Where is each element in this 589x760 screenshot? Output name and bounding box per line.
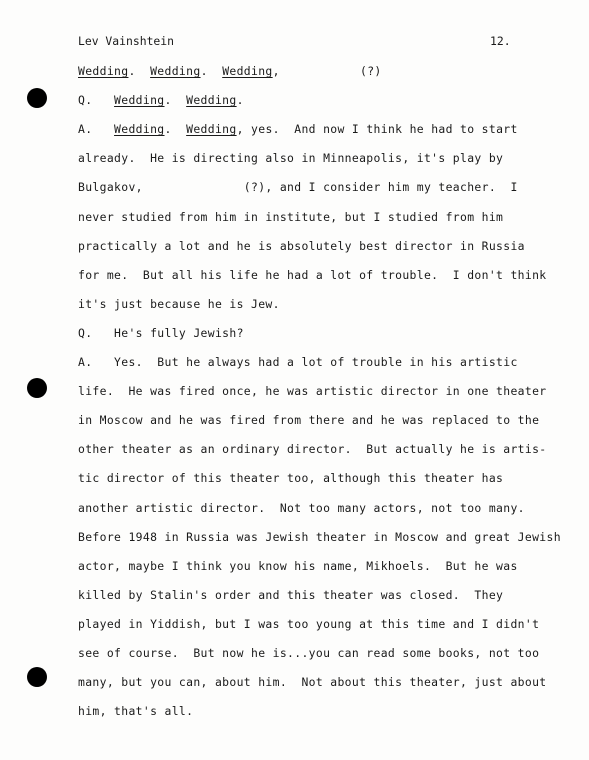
line-text: actor, maybe I think you know his name, Mikhoels. But he was <box>78 558 518 573</box>
transcript-line <box>78 64 382 78</box>
underlined-text: Wedding <box>222 64 273 78</box>
line-text: practically a lot and he is absolutely best director in Russia <box>78 238 525 253</box>
line-text: played in Yiddish, but I was too young at this time and I didn't <box>78 616 540 631</box>
unclear-marker: (?) <box>360 64 382 78</box>
binder-hole-top <box>27 88 47 108</box>
line-text: many, but you can, about him. Not about this theater, just about <box>78 675 547 690</box>
binder-hole-bottom <box>27 667 47 687</box>
line-text: another artistic director. Not too many actors, not too many. <box>78 500 525 515</box>
transcript-line <box>78 501 525 515</box>
underlined-text: Wedding <box>114 122 165 137</box>
line-text: Q. He's fully Jewish? <box>78 325 244 340</box>
line-text: tic director of this theater too, although this theater has <box>78 471 504 486</box>
line-text: for me. But all his life he had a lot of trouble. I don't think <box>78 267 547 282</box>
line-text: . <box>128 64 151 78</box>
line-text: him, that's all. <box>78 704 194 719</box>
underlined-text: Wedding <box>186 93 237 108</box>
line-text: A. Yes. But he always had a lot of trouble in his artistic <box>78 355 518 369</box>
underlined-text: Wedding <box>114 93 165 108</box>
transcript-line <box>78 268 547 282</box>
transcript-line <box>78 151 503 165</box>
line-text: Before 1948 in Russia was Jewish theater in Moscow and great Jewish <box>78 529 561 544</box>
line-text: . <box>200 64 223 78</box>
transcript-line <box>78 93 244 107</box>
underlined-text: Wedding <box>78 64 129 78</box>
transcript-line <box>78 704 193 718</box>
transcript-line <box>78 326 244 340</box>
line-text: in Moscow and he was fired from there and he was replaced to the <box>78 413 540 428</box>
line-text: A. <box>78 122 115 137</box>
transcript-line <box>78 530 561 544</box>
line-text: . <box>164 93 187 108</box>
line-text: killed by Stalin's order and this theater was closed. They <box>78 587 504 602</box>
transcript-line <box>78 617 539 631</box>
line-text: , <box>272 64 280 78</box>
transcript-line <box>78 588 503 602</box>
transcript-line <box>78 180 518 194</box>
transcript-line <box>78 471 503 485</box>
line-text: it's just because he is Jew. <box>78 296 280 311</box>
transcript-line <box>78 413 539 427</box>
transcript-line <box>78 210 503 224</box>
underlined-text: Wedding <box>150 64 201 78</box>
transcript-line <box>78 559 518 573</box>
line-text: , yes. And now I think he had to start <box>236 122 518 137</box>
line-text: . <box>236 93 244 108</box>
transcript-line <box>78 646 539 660</box>
underlined-text: Wedding <box>186 122 237 137</box>
binder-hole-middle <box>27 378 47 398</box>
transcript-line <box>78 297 280 311</box>
transcript-line <box>78 122 518 136</box>
line-text: other theater as an ordinary director. But actually he is artis- <box>78 442 547 457</box>
line-text: . <box>164 122 187 137</box>
line-text: already. He is directing also in Minneapolis, it's play by <box>78 151 504 166</box>
transcript-line <box>78 384 547 398</box>
line-text: never studied from him in institute, but I studied from him <box>78 209 504 224</box>
transcript-line <box>78 239 525 253</box>
transcript-line <box>78 355 518 369</box>
transcript-line <box>78 442 547 456</box>
line-text: Q. <box>78 93 115 108</box>
line-text: see of course. But now he is...you can read some books, not too <box>78 646 540 660</box>
author-name: Lev Vainshtein <box>78 34 175 48</box>
transcript-line <box>78 675 547 689</box>
line-text: life. He was fired once, he was artistic director in one theater <box>78 384 547 399</box>
page-number: 12. <box>490 34 511 48</box>
line-text: Bulgakov, (?), and I consider him my teacher. I <box>78 180 518 195</box>
